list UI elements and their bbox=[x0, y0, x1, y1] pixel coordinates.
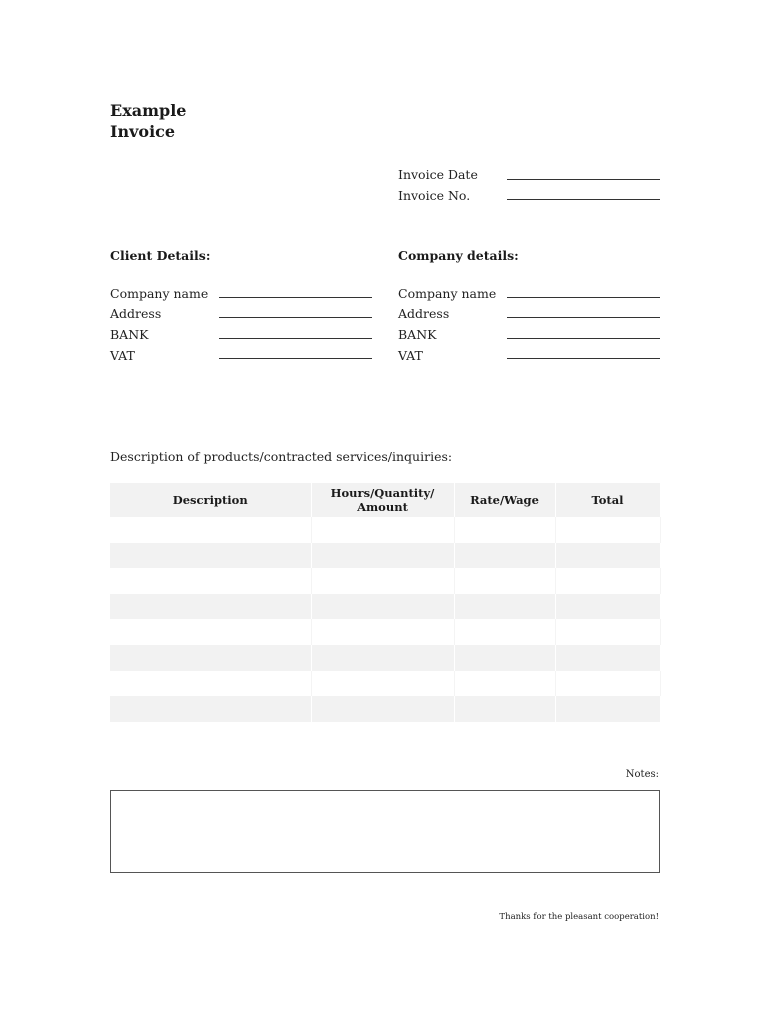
description-cell[interactable] bbox=[110, 696, 311, 722]
description-cell[interactable] bbox=[110, 517, 311, 543]
quantity-cell[interactable] bbox=[311, 594, 454, 620]
total-cell[interactable] bbox=[555, 696, 660, 722]
description-cell[interactable] bbox=[110, 645, 311, 671]
table-row bbox=[110, 543, 660, 569]
description-cell[interactable] bbox=[110, 543, 311, 569]
total-cell[interactable] bbox=[555, 645, 660, 671]
client-company-name-label: Company name bbox=[110, 286, 209, 301]
title-line-1: Example bbox=[110, 101, 187, 120]
client-details-heading: Client Details: bbox=[110, 248, 211, 263]
company-company-name-label: Company name bbox=[398, 286, 497, 301]
total-cell[interactable] bbox=[555, 619, 660, 645]
total-cell[interactable] bbox=[555, 543, 660, 569]
quantity-cell[interactable] bbox=[311, 619, 454, 645]
rate-cell[interactable] bbox=[454, 671, 555, 697]
total-cell[interactable] bbox=[555, 568, 660, 594]
description-cell[interactable] bbox=[110, 619, 311, 645]
quantity-cell[interactable] bbox=[311, 671, 454, 697]
description-cell[interactable] bbox=[110, 568, 311, 594]
quantity-cell[interactable] bbox=[311, 543, 454, 569]
invoice-date-field[interactable] bbox=[507, 179, 660, 180]
rate-cell[interactable] bbox=[454, 594, 555, 620]
rate-cell[interactable] bbox=[454, 645, 555, 671]
company-company-name-field[interactable] bbox=[507, 297, 660, 298]
invoice-date-label: Invoice Date bbox=[398, 167, 478, 182]
table-row bbox=[110, 696, 660, 722]
rate-cell[interactable] bbox=[454, 696, 555, 722]
total-cell[interactable] bbox=[555, 517, 660, 543]
notes-box[interactable] bbox=[110, 790, 660, 873]
client-vat-field[interactable] bbox=[219, 358, 372, 359]
table-row bbox=[110, 568, 660, 594]
quantity-cell[interactable] bbox=[311, 696, 454, 722]
header-total: Total bbox=[555, 483, 660, 517]
notes-label: Notes: bbox=[625, 769, 659, 780]
quantity-cell[interactable] bbox=[311, 568, 454, 594]
client-address-label: Address bbox=[110, 306, 162, 321]
client-bank-field[interactable] bbox=[219, 338, 372, 339]
company-address-field[interactable] bbox=[507, 317, 660, 318]
total-cell[interactable] bbox=[555, 671, 660, 697]
company-bank-field[interactable] bbox=[507, 338, 660, 339]
invoice-number-label: Invoice No. bbox=[398, 188, 471, 203]
rate-cell[interactable] bbox=[454, 543, 555, 569]
table-row bbox=[110, 671, 660, 697]
description-section-label: Description of products/contracted services/inquiries: bbox=[110, 449, 453, 464]
company-details-heading: Company details: bbox=[398, 248, 519, 263]
header-hours-quantity-amount: Hours/Quantity/ Amount bbox=[311, 483, 454, 517]
company-address-label: Address bbox=[398, 306, 450, 321]
title-line-2: Invoice bbox=[110, 122, 176, 141]
rate-cell[interactable] bbox=[454, 568, 555, 594]
client-address-field[interactable] bbox=[219, 317, 372, 318]
invoice-items-table bbox=[110, 483, 661, 722]
table-row bbox=[110, 594, 660, 620]
quantity-cell[interactable] bbox=[311, 517, 454, 543]
company-vat-field[interactable] bbox=[507, 358, 660, 359]
company-bank-label: BANK bbox=[398, 327, 437, 342]
table-row bbox=[110, 619, 660, 645]
invoice-title bbox=[110, 100, 186, 142]
table-header-row bbox=[110, 483, 660, 517]
rate-cell[interactable] bbox=[454, 619, 555, 645]
description-cell[interactable] bbox=[110, 594, 311, 620]
invoice-number-field[interactable] bbox=[507, 199, 660, 200]
total-cell[interactable] bbox=[555, 594, 660, 620]
thanks-message: Thanks for the pleasant cooperation! bbox=[499, 912, 659, 922]
table-row bbox=[110, 517, 660, 543]
client-bank-label: BANK bbox=[110, 327, 149, 342]
rate-cell[interactable] bbox=[454, 517, 555, 543]
company-vat-label: VAT bbox=[398, 348, 423, 363]
client-vat-label: VAT bbox=[110, 348, 135, 363]
client-company-name-field[interactable] bbox=[219, 297, 372, 298]
header-description: Description bbox=[110, 483, 311, 517]
quantity-cell[interactable] bbox=[311, 645, 454, 671]
table-row bbox=[110, 645, 660, 671]
description-cell[interactable] bbox=[110, 671, 311, 697]
header-rate-wage: Rate/Wage bbox=[454, 483, 555, 517]
